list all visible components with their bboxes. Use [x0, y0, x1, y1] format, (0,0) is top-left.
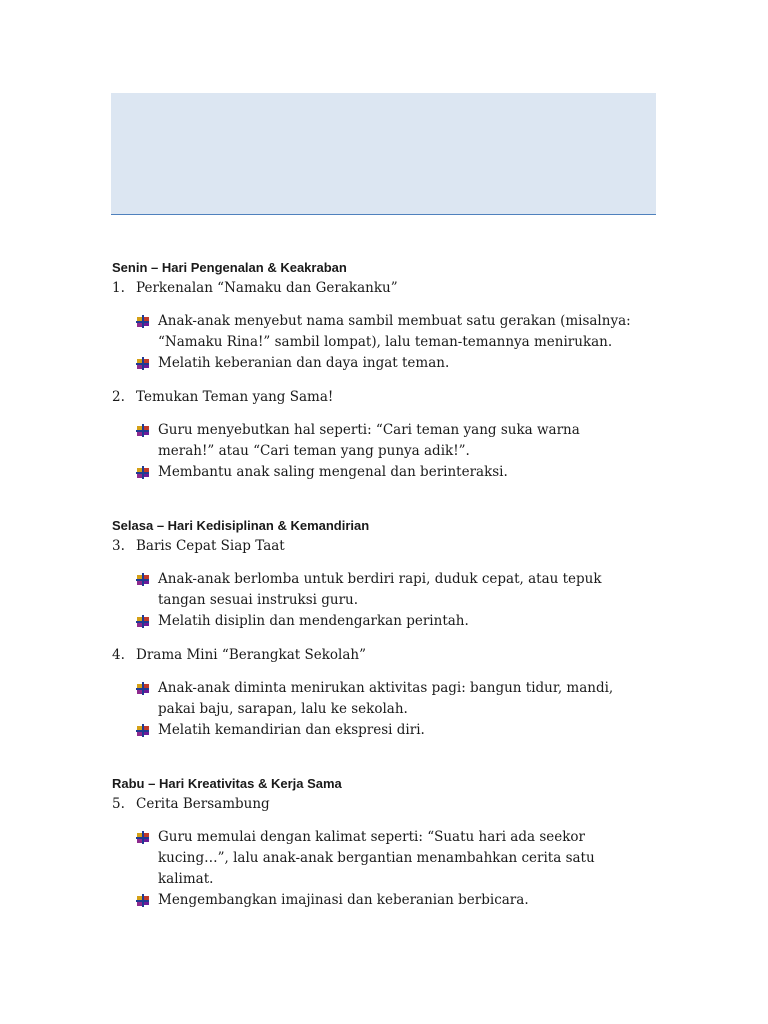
list-item	[136, 720, 672, 741]
bullet-list	[112, 569, 672, 632]
activity-item	[112, 387, 672, 483]
bullet-text: Mengembangkan imajinasi dan keberanian berbicara.	[158, 892, 529, 908]
day-section-rabu	[112, 774, 672, 911]
bullet-text: Melatih kemandirian dan ekspresi diri.	[158, 722, 425, 738]
bullet-text: Melatih disiplin dan mendengarkan perintah.	[158, 613, 469, 629]
pushpin-bullet-icon	[136, 569, 158, 590]
day-heading: Rabu – Hari Kreativitas & Kerja Sama	[112, 776, 342, 791]
day-section-senin	[112, 258, 672, 483]
pushpin-bullet-icon	[136, 720, 158, 741]
bullet-text: Guru menyebutkan hal seperti: “Cari teman yang suka warna merah!” atau “Cari teman yang punya adik!”.	[158, 422, 580, 459]
pushpin-bullet-icon	[136, 827, 158, 848]
bullet-list	[112, 827, 672, 911]
activity-item	[112, 645, 672, 741]
activity-title-row	[112, 278, 672, 299]
activity-item	[112, 278, 672, 374]
list-item	[136, 827, 672, 890]
list-item	[136, 353, 672, 374]
activity-number: 3.	[112, 538, 125, 554]
activity-number: 4.	[112, 647, 125, 663]
activity-title: Cerita Bersambung	[136, 796, 270, 812]
header-banner	[111, 93, 656, 215]
bullet-text: Anak-anak menyebut nama sambil membuat satu gerakan (misalnya: “Namaku Rina!” sambil lompat), lalu teman-temannya menirukan.	[158, 313, 631, 350]
activity-number: 1.	[112, 280, 125, 296]
list-item	[136, 462, 672, 483]
list-item	[136, 569, 672, 611]
bullet-text: Melatih keberanian dan daya ingat teman.	[158, 355, 450, 371]
bullet-text: Anak-anak diminta menirukan aktivitas pagi: bangun tidur, mandi, pakai baju, sarapan, lalu ke sekolah.	[158, 680, 614, 717]
activity-title: Temukan Teman yang Sama!	[136, 389, 334, 405]
activity-item	[112, 536, 672, 632]
document-body	[112, 258, 672, 911]
pushpin-bullet-icon	[136, 678, 158, 699]
list-item	[136, 311, 672, 353]
activity-title-row	[112, 387, 672, 408]
day-section-selasa	[112, 516, 672, 741]
bullet-text: Anak-anak berlomba untuk berdiri rapi, duduk cepat, atau tepuk tangan sesuai instruksi guru.	[158, 571, 602, 608]
pushpin-bullet-icon	[136, 311, 158, 332]
day-heading: Senin – Hari Pengenalan & Keakraban	[112, 260, 347, 275]
pushpin-bullet-icon	[136, 353, 158, 374]
activity-number: 2.	[112, 389, 125, 405]
activity-number: 5.	[112, 796, 125, 812]
activity-title-row	[112, 794, 672, 815]
activity-title: Perkenalan “Namaku dan Gerakanku”	[136, 280, 398, 296]
pushpin-bullet-icon	[136, 420, 158, 441]
bullet-text: Guru memulai dengan kalimat seperti: “Suatu hari ada seekor kucing…”, lalu anak-anak bergantian menambahkan cerita satu kalimat.	[158, 829, 595, 887]
list-item	[136, 420, 672, 462]
bullet-text: Membantu anak saling mengenal dan berinteraksi.	[158, 464, 508, 480]
activity-title-row	[112, 645, 672, 666]
list-item	[136, 678, 672, 720]
bullet-list	[112, 678, 672, 741]
activity-title: Drama Mini “Berangkat Sekolah”	[136, 647, 367, 663]
pushpin-bullet-icon	[136, 611, 158, 632]
pushpin-bullet-icon	[136, 462, 158, 483]
list-item	[136, 611, 672, 632]
bullet-list	[112, 420, 672, 483]
activity-title-row	[112, 536, 672, 557]
activity-item	[112, 794, 672, 911]
day-heading: Selasa – Hari Kedisiplinan & Kemandirian	[112, 518, 370, 533]
list-item	[136, 890, 672, 911]
activity-title: Baris Cepat Siap Taat	[136, 538, 285, 554]
bullet-list	[112, 311, 672, 374]
pushpin-bullet-icon	[136, 890, 158, 911]
